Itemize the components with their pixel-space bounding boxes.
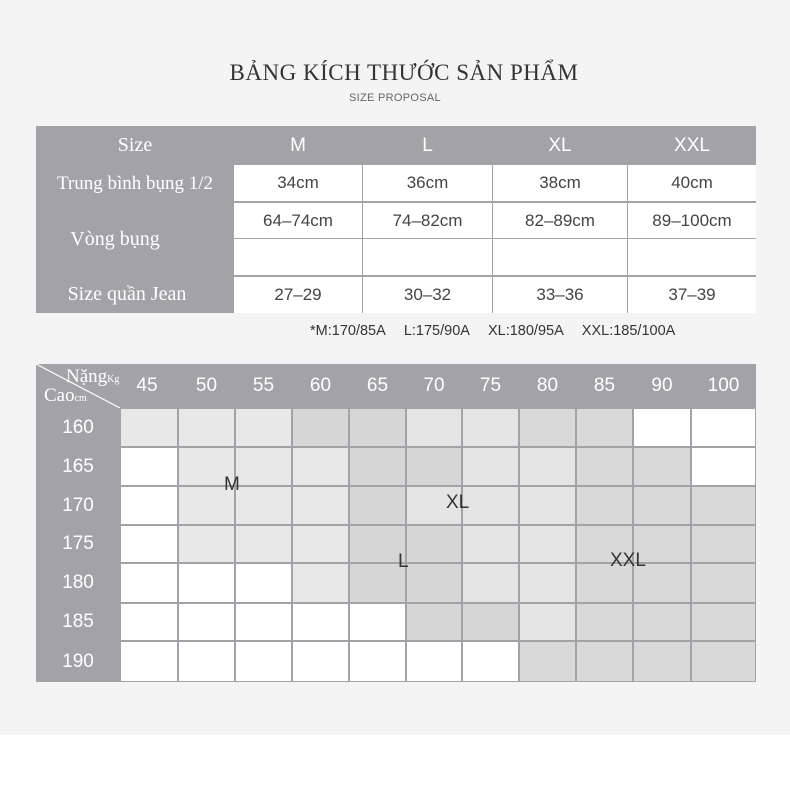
- grid-cell: [121, 564, 177, 602]
- weight-tick: 65: [366, 375, 389, 396]
- grid-cell: [463, 409, 518, 446]
- footnote-m: *M:170/85A: [310, 323, 386, 339]
- grid-cell: [634, 642, 690, 681]
- grid-cell: [692, 487, 755, 524]
- grid-cell: [350, 604, 405, 640]
- grid-cell: [407, 526, 461, 562]
- size-col-xxl: XXL: [674, 134, 710, 156]
- grid-cell: [520, 448, 575, 485]
- footnote-xxl: XXL:185/100A: [581, 323, 676, 339]
- size-table: [36, 126, 756, 313]
- grid-cell: [692, 526, 755, 562]
- weight-tick: 70: [423, 375, 445, 396]
- table-cell: 40cm: [628, 165, 756, 201]
- table-cell: 64–74cm: [234, 203, 362, 238]
- zone-label-l: L: [398, 551, 409, 572]
- grid-cell: [577, 448, 632, 485]
- grid-cell: [121, 448, 177, 485]
- grid-cell: [236, 642, 291, 681]
- grid-cell: [634, 448, 690, 485]
- grid-cell: [293, 564, 348, 602]
- grid-cell: [463, 487, 518, 524]
- height-axis-label: Cao: [44, 385, 75, 406]
- grid-cell: [236, 564, 291, 602]
- height-axis-unit: cm: [74, 393, 87, 404]
- weight-tick: 60: [309, 375, 332, 396]
- grid-cell: [407, 448, 461, 485]
- grid-cell: [236, 526, 291, 562]
- grid-cell: [350, 409, 405, 446]
- grid-cell: [407, 642, 461, 681]
- weight-height-grid: [36, 364, 756, 682]
- grid-cell: [407, 564, 461, 602]
- table-cell: 30–32: [363, 277, 492, 313]
- height-tick: 170: [62, 494, 94, 516]
- grid-cell: [236, 409, 291, 446]
- grid-cell: [236, 604, 291, 640]
- footnote-l: L:175/90A: [403, 323, 470, 339]
- grid-cell: [520, 564, 575, 602]
- grid-cell: [121, 642, 177, 681]
- grid-cell: [692, 642, 755, 681]
- grid-cell: [179, 564, 234, 602]
- row-label-waist: Vòng bụng: [70, 227, 160, 250]
- footnote-xl: XL:180/95A: [487, 323, 564, 339]
- grid-cell: [179, 604, 234, 640]
- row-label-half-waist: Trung bình bụng 1/2: [56, 172, 214, 194]
- grid-cell: [577, 409, 632, 446]
- weight-tick: 55: [252, 375, 275, 396]
- size-col-m: M: [290, 134, 306, 156]
- grid-cell: [577, 604, 632, 640]
- grid-cell: [407, 409, 461, 446]
- grid-cell: [293, 487, 348, 524]
- grid-cell: [692, 409, 755, 446]
- grid-cell: [121, 604, 177, 640]
- table-cell-blank: [363, 239, 492, 275]
- grid-cell: [692, 448, 755, 485]
- row-label-jean-size: Size quần Jean: [67, 283, 187, 305]
- grid-cell: [293, 604, 348, 640]
- grid-cell: [520, 604, 575, 640]
- grid-cell: [520, 487, 575, 524]
- height-tick: 190: [62, 650, 94, 672]
- grid-cell: [350, 448, 405, 485]
- grid-cell: [350, 642, 405, 681]
- grid-cell: [236, 487, 291, 524]
- grid-cell: [293, 642, 348, 681]
- grid-cell: [293, 448, 348, 485]
- grid-cell: [634, 604, 690, 640]
- weight-tick: 45: [136, 375, 158, 396]
- height-tick: 165: [62, 455, 94, 477]
- zone-label-m: M: [224, 474, 240, 495]
- grid-cell: [463, 604, 518, 640]
- grid-cell: [350, 487, 405, 524]
- grid-cell: [520, 526, 575, 562]
- table-cell: 36cm: [363, 165, 492, 201]
- grid-cell: [179, 642, 234, 681]
- grid-cell: [350, 564, 405, 602]
- table-cell: 33–36: [493, 277, 627, 313]
- grid-cell: [293, 526, 348, 562]
- zone-label-xxl: XXL: [610, 550, 646, 571]
- table-cell: 74–82cm: [363, 203, 492, 238]
- table-cell: 38cm: [493, 165, 627, 201]
- grid-cell: [692, 564, 755, 602]
- grid-cell: [577, 642, 632, 681]
- grid-cell: [463, 526, 518, 562]
- size-col-l: L: [422, 134, 433, 156]
- weight-axis-label: Nặng: [66, 366, 108, 387]
- grid-cell: [293, 409, 348, 446]
- zone-label-xl: XL: [446, 492, 470, 513]
- grid-cell: [121, 487, 177, 524]
- grid-cell: [121, 526, 177, 562]
- grid-cell: [692, 604, 755, 640]
- weight-tick: 85: [593, 375, 616, 396]
- grid-cell: [407, 604, 461, 640]
- size-header-label: Size: [117, 134, 153, 156]
- height-tick: 175: [62, 533, 94, 554]
- page-title: BẢNG KÍCH THƯỚC SẢN PHẨM: [229, 60, 579, 85]
- size-footnote: [310, 323, 689, 339]
- weight-tick: 90: [651, 375, 673, 396]
- grid-cell: [121, 409, 177, 446]
- table-cell-blank: [628, 239, 756, 275]
- weight-tick: 50: [195, 375, 218, 396]
- table-cell-blank: [493, 239, 627, 275]
- table-cell: 37–39: [628, 277, 756, 313]
- grid-cell: [350, 526, 405, 562]
- table-cell: 34cm: [234, 165, 362, 201]
- grid-cell: [577, 487, 632, 524]
- weight-tick: 100: [707, 375, 740, 396]
- weight-tick: 75: [479, 375, 502, 396]
- grid-cell: [179, 409, 234, 446]
- weight-tick: 80: [536, 375, 559, 396]
- grid-cell: [634, 409, 690, 446]
- height-tick: 180: [62, 572, 94, 593]
- height-tick: 185: [62, 611, 94, 632]
- grid-cell: [634, 487, 690, 524]
- table-cell: 82–89cm: [493, 203, 627, 238]
- grid-cell: [520, 409, 575, 446]
- grid-cell: [520, 642, 575, 681]
- table-cell-blank: [234, 239, 362, 275]
- height-tick: 160: [62, 416, 94, 438]
- grid-cell: [463, 642, 518, 681]
- page-subtitle: SIZE PROPOSAL: [349, 92, 441, 104]
- table-cell: 89–100cm: [628, 203, 756, 238]
- height-axis-title: [44, 385, 87, 407]
- weight-axis-unit: Kg: [107, 374, 120, 385]
- grid-cell: [463, 564, 518, 602]
- grid-cell: [179, 526, 234, 562]
- grid-cell: [463, 448, 518, 485]
- grid-cell: [236, 448, 291, 485]
- table-cell: 27–29: [234, 277, 362, 313]
- smudge-mark: [508, 700, 748, 716]
- size-col-xl: XL: [548, 134, 572, 156]
